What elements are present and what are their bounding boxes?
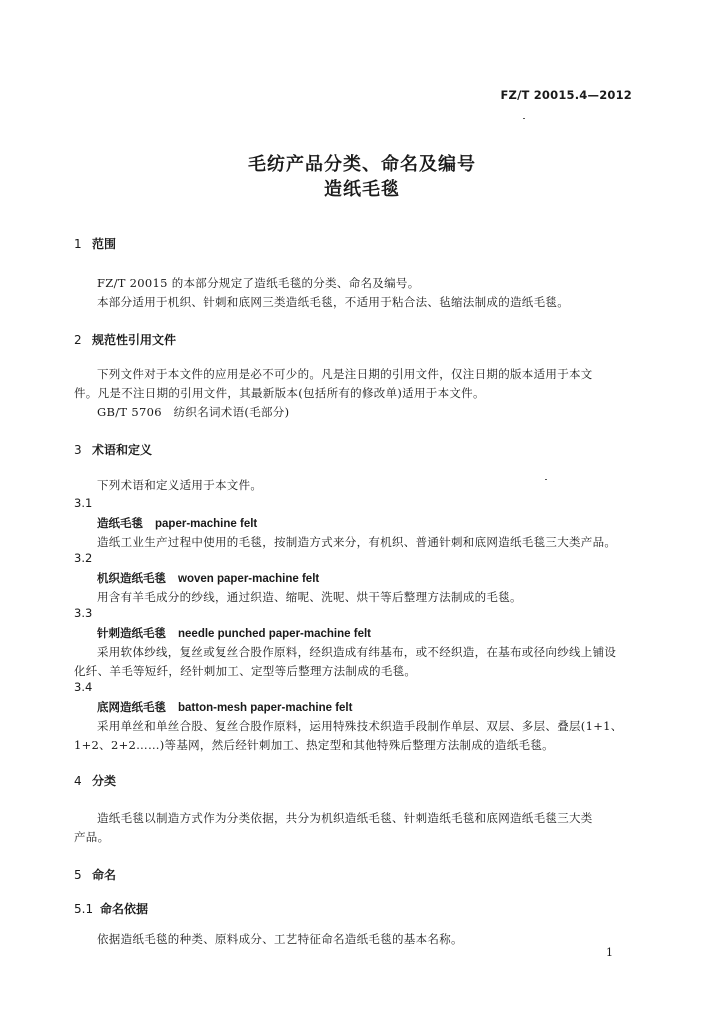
term-chinese: 针刺造纸毛毯 [97,626,166,640]
scan-speck [523,118,525,119]
section-1-heading [74,235,116,252]
section-4-heading [74,772,116,789]
section-number: 2 [74,333,82,347]
section-number: 4 [74,774,82,788]
term-definition: 化纤、羊毛等短纤，经针刺加工、定型等后整理方法制成的毛毯。 [74,664,417,678]
clause-number: 3.2 [74,551,93,565]
term-english: batton-mesh paper-machine felt [178,702,353,714]
section-title: 术语和定义 [92,443,153,457]
paragraph: 下列文件对于本文件的应用是必不可少的。凡是注日期的引用文件，仅注日期的版本适用于本文 [97,367,593,381]
section-3-heading [74,441,152,458]
term-definition: 用含有羊毛成分的纱线，通过织造、缩呢、洗呢、烘干等后整理方法制成的毛毯。 [97,590,522,604]
paragraph: 本部分适用于机织、针刺和底网三类造纸毛毯，不适用于粘合法、毡缩法制成的造纸毛毯。 [97,295,569,309]
term-chinese: 机织造纸毛毯 [97,571,166,585]
section-2-heading [74,331,176,348]
clause-number: 3.3 [74,606,93,620]
term-chinese: 底网造纸毛毯 [97,700,166,714]
paragraph: 产品。 [74,830,110,844]
term-entry [97,625,371,641]
standard-code: FZ/T 20015.4—2012 [500,88,632,102]
section-title: 分类 [92,774,117,788]
section-number: 5 [74,868,82,882]
page-number: 1 [606,946,613,959]
paragraph: 造纸毛毯以制造方式作为分类依据，共分为机织造纸毛毯、针刺造纸毛毯和底网造纸毛毯三大类 [97,811,593,825]
term-definition: 采用软体纱线，复丝或复丝合股作原料，经织造成有纬基布，或不经织造，在基布或径向纱线上铺设 [97,645,617,659]
term-definition: 造纸工业生产过程中使用的毛毯，按制造方式来分，有机织、普通针刺和底网造纸毛毯三大类产品。 [97,535,617,549]
term-definition: 1+2、2+2……)等基网，然后经针刺加工、热定型和其他特殊后整理方法制成的造纸毛毯。 [74,738,554,752]
paragraph: 件。凡是不注日期的引用文件，其最新版本(包括所有的修改单)适用于本文件。 [74,386,485,400]
clause-number: 3.1 [74,496,93,510]
subsection-5-1-heading [74,900,148,917]
paragraph: 下列术语和定义适用于本文件。 [97,478,263,492]
paragraph: FZ/T 20015 的本部分规定了造纸毛毯的分类、命名及编号。 [97,276,420,290]
term-entry [97,515,257,531]
section-title: 命名 [92,868,117,882]
term-english: paper-machine felt [155,518,258,530]
page-title: 毛纺产品分类、命名及编号 [248,154,476,175]
term-definition: 采用单丝和单丝合股、复丝合股作原料，运用特殊技术织造手段制作单层、双层、多层、叠层(1+1、 [97,719,623,733]
term-entry [97,699,352,715]
page-subtitle: 造纸毛毯 [324,179,400,200]
term-chinese: 造纸毛毯 [97,516,143,530]
reference-entry: GB/T 5706 纺织名词术语(毛部分) [97,405,290,419]
section-title: 规范性引用文件 [92,333,177,347]
term-english: woven paper-machine felt [178,573,320,585]
paragraph: 依据造纸毛毯的种类、原料成分、工艺特征命名造纸毛毯的基本名称。 [97,932,463,946]
subsection-number: 5.1 [74,902,94,916]
section-number: 3 [74,443,82,457]
section-title: 范围 [92,237,117,251]
term-english: needle punched paper-machine felt [178,628,371,640]
section-5-heading [74,866,116,883]
subsection-title: 命名依据 [100,902,149,916]
term-entry [97,570,319,586]
section-number: 1 [74,237,82,251]
scan-speck [545,479,547,480]
clause-number: 3.4 [74,680,93,694]
